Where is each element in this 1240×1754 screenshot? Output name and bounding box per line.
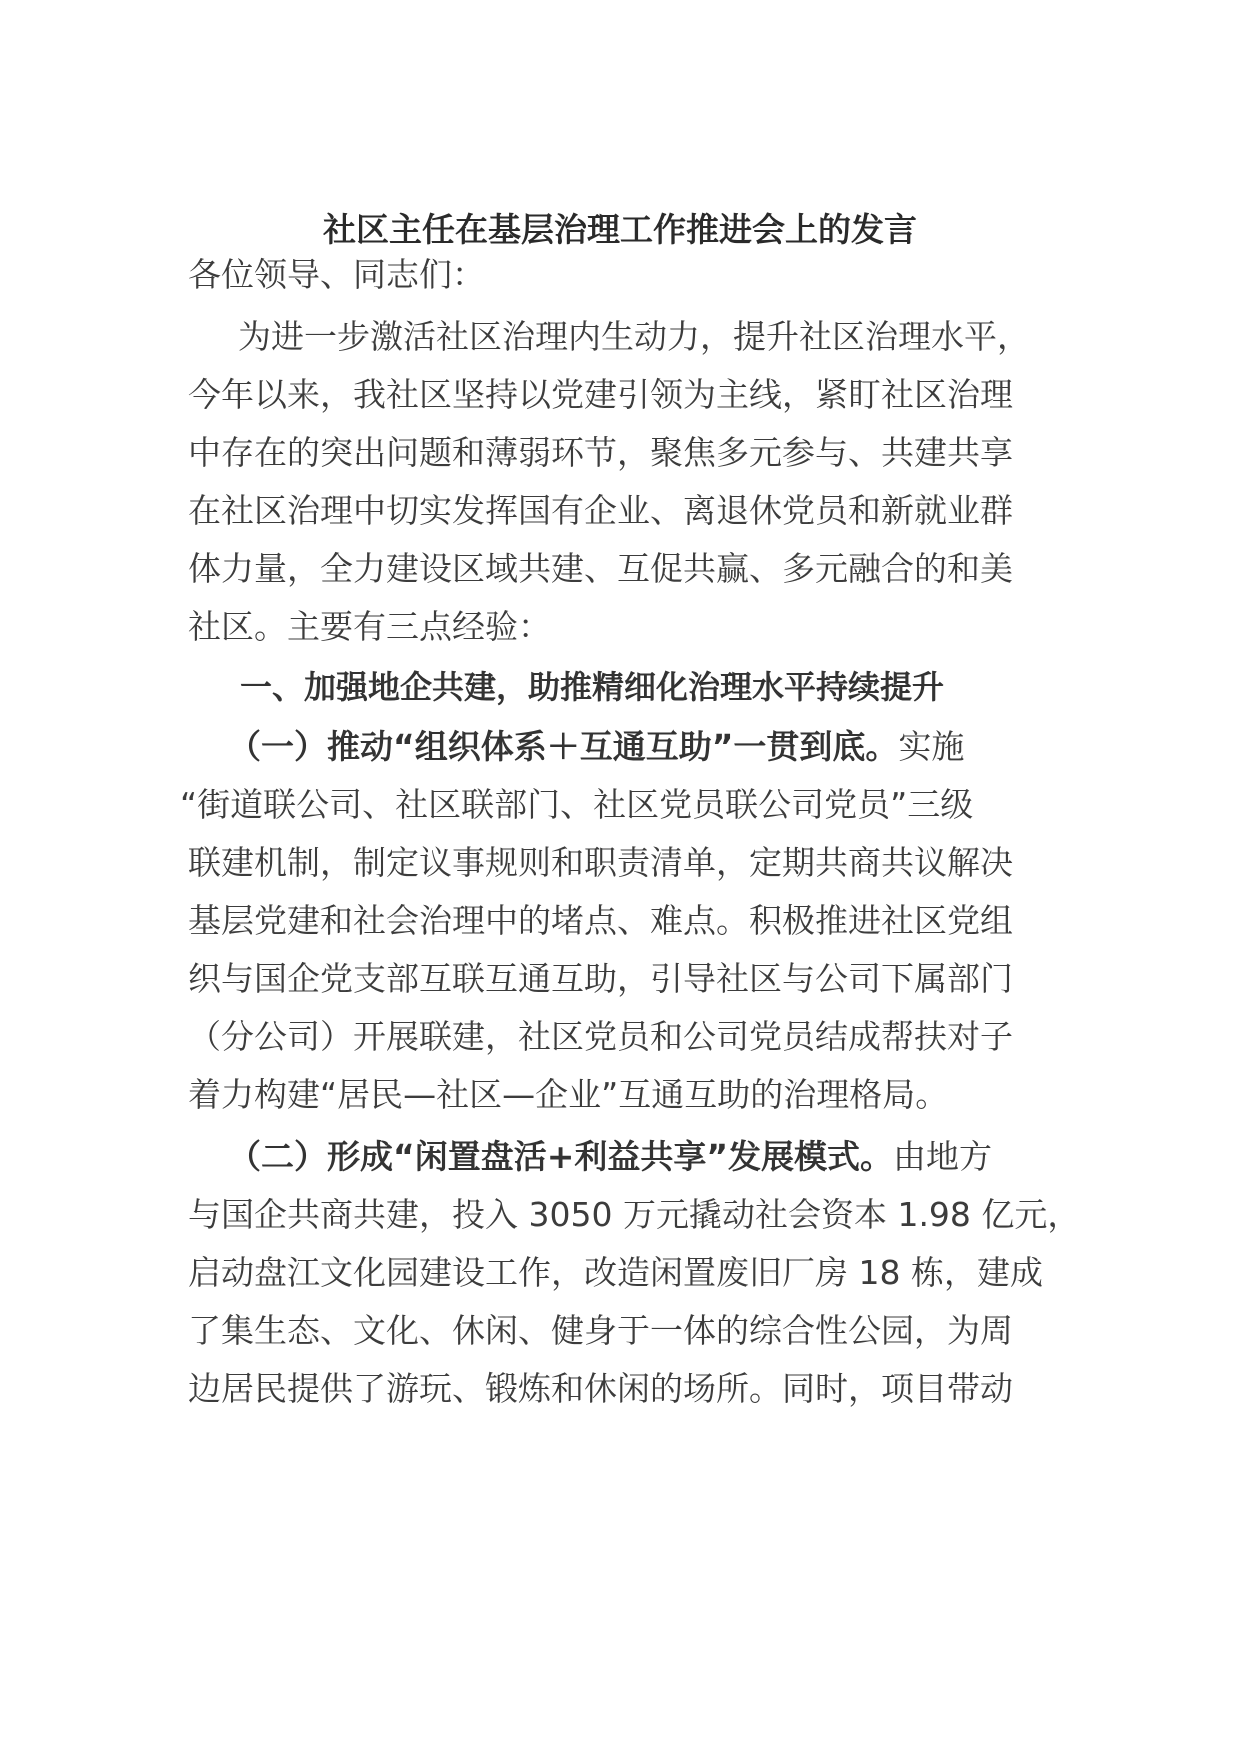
paragraph-line: 织与国企党支部互联互通互助，引导社区与公司下属部门 [188,959,1013,998]
paragraph-line: 基层党建和社会治理中的堵点、难点。积极推进社区党组 [188,901,1013,940]
paragraph-line: 边居民提供了游玩、锻炼和休闲的场所。同时，项目带动 [188,1369,1013,1408]
paragraph-line: （分公司）开展联建，社区党员和公司党员结成帮扶对子 [188,1017,1013,1056]
subsection-text: 实施 [898,727,965,766]
salutation: 各位领导、同志们： [188,255,485,294]
document-title: 社区主任在基层治理工作推进会上的发言 [323,210,917,249]
subsection-heading: （一）推动“组织体系＋互通互助”一贯到底。 [228,727,899,766]
subsection-heading: （二）形成“闲置盘活+利益共享”发展模式。 [228,1137,894,1176]
subsection-first-line [228,1132,1128,1182]
intro-line: 中存在的突出问题和薄弱环节，聚焦多元参与、共建共享 [188,433,1013,472]
section-heading: 一、加强地企共建，助推精细化治理水平持续提升 [240,668,945,706]
paragraph-line: “街道联公司、社区联部门、社区党员联公司党员”三级 [180,785,974,824]
intro-line: 社区。主要有三点经验： [188,607,551,646]
intro-line: 为进一步激活社区治理内生动力，提升社区治理水平， [238,317,1030,356]
paragraph-line: 与国企共商共建，投入 3050 万元撬动社会资本 1.98 亿元， [188,1195,1081,1234]
intro-line: 在社区治理中切实发挥国有企业、离退休党员和新就业群 [188,491,1013,530]
paragraph-line: 着力构建“居民—社区—企业”互通互助的治理格局。 [188,1075,949,1114]
intro-line: 今年以来，我社区坚持以党建引领为主线，紧盯社区治理 [188,375,1013,414]
paragraph-line: 了集生态、文化、休闲、健身于一体的综合性公园，为周 [188,1311,1013,1350]
intro-line: 体力量，全力建设区域共建、互促共赢、多元融合的和美 [188,549,1013,588]
subsection-first-line [228,722,1128,772]
paragraph-line: 联建机制，制定议事规则和职责清单，定期共商共议解决 [188,843,1013,882]
subsection-text: 由地方 [893,1137,993,1176]
paragraph-line: 启动盘江文化园建设工作，改造闲置废旧厂房 18 栋，建成 [188,1253,1043,1292]
